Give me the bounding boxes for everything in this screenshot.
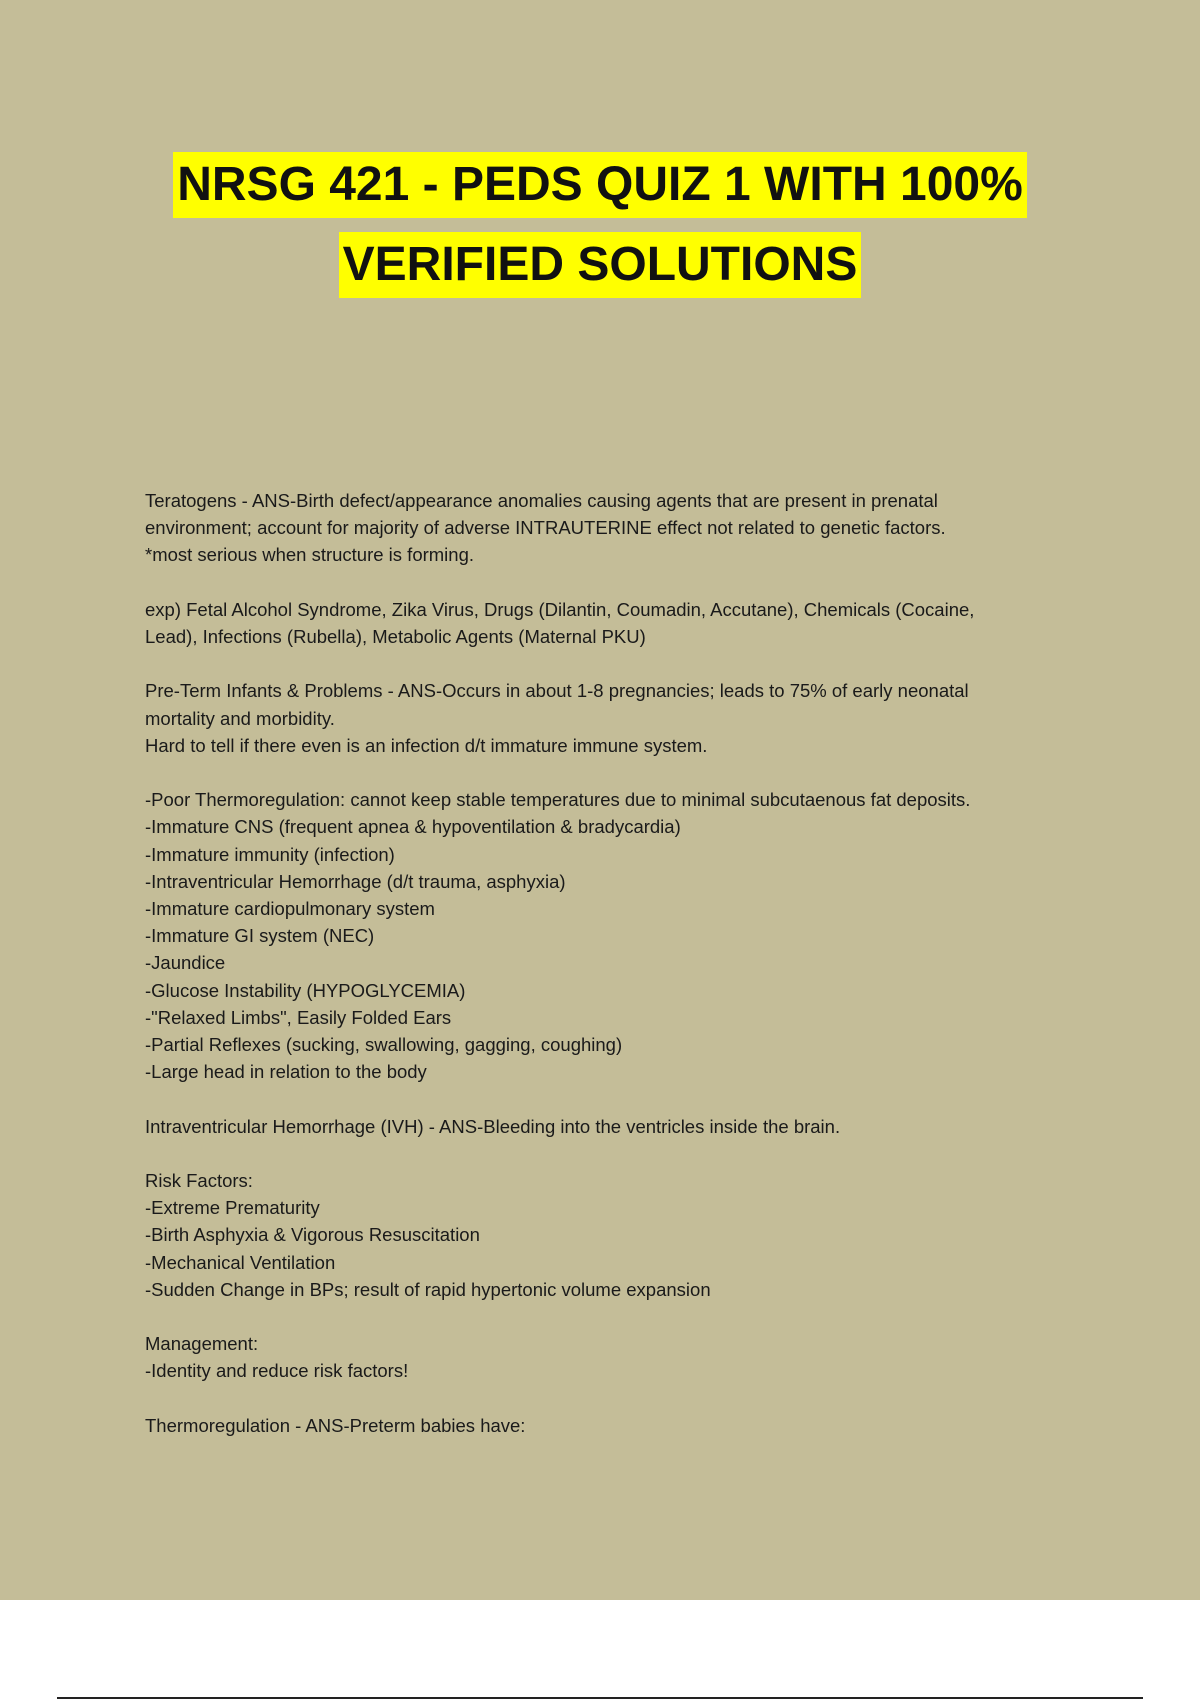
text-line: Teratogens - ANS-Birth defect/appearance anomalies causing agents that are present in prenatal <box>145 490 938 511</box>
document-body <box>145 487 1085 1466</box>
list-item: -Intraventricular Hemorrhage (d/t trauma, asphyxia) <box>145 870 566 892</box>
list-item: -Immature CNS (frequent apnea & hypoventilation & bradycardia) <box>145 816 681 838</box>
text-line: Intraventricular Hemorrhage (IVH) - ANS-Bleeding into the ventricles inside the brain. <box>145 1115 841 1137</box>
text-line: Thermoregulation - ANS-Preterm babies have: <box>145 1414 526 1436</box>
text-line: Risk Factors: <box>145 1170 253 1191</box>
paragraph-risk-factors <box>145 1167 1085 1303</box>
list-item: -Extreme Prematurity <box>145 1197 320 1219</box>
paragraph-thermoregulation <box>145 1412 1085 1439</box>
text-line: Pre-Term Infants & Problems - ANS-Occurs in about 1-8 pregnancies; leads to 75% of early neonatal <box>145 680 969 702</box>
paragraph-preterm-infants <box>145 677 1085 759</box>
list-item: -Immature immunity (infection) <box>145 843 395 865</box>
paragraph-ivh <box>145 1113 1085 1140</box>
title-line-1: NRSG 421 - PEDS QUIZ 1 WITH 100% <box>173 152 1027 218</box>
list-item: -Sudden Change in BPs; result of rapid hypertonic volume expansion <box>145 1278 711 1300</box>
list-item: -"Relaxed Limbs", Easily Folded Ears <box>145 1006 452 1028</box>
paragraph-management <box>145 1330 1085 1384</box>
text-line: mortality and morbidity. <box>145 707 335 729</box>
list-item: -Identity and reduce risk factors! <box>145 1360 409 1382</box>
list-item: -Immature GI system (NEC) <box>145 925 375 947</box>
text-line: Management: <box>145 1333 259 1355</box>
title-line-2: VERIFIED SOLUTIONS <box>339 232 862 298</box>
text-line: exp) Fetal Alcohol Syndrome, Zika Virus, Drugs (Dilantin, Coumadin, Accutane), Chemicals (Cocaine, <box>145 598 975 620</box>
document-title <box>0 145 1200 305</box>
paragraph-examples <box>145 596 1085 650</box>
text-line: Lead), Infections (Rubella), Metabolic Agents (Maternal PKU) <box>145 626 646 647</box>
list-item: -Glucose Instability (HYPOGLYCEMIA) <box>145 979 466 1001</box>
list-item: -Birth Asphyxia & Vigorous Resuscitation <box>145 1224 480 1246</box>
paragraph-teratogens <box>145 487 1085 569</box>
text-line: Hard to tell if there even is an infection d/t immature immune system. <box>145 734 708 756</box>
footer-divider <box>57 1697 1143 1699</box>
list-item: -Large head in relation to the body <box>145 1061 427 1083</box>
list-item: -Partial Reflexes (sucking, swallowing, gagging, coughing) <box>145 1034 623 1056</box>
list-item: -Poor Thermoregulation: cannot keep stable temperatures due to minimal subcutaenous fat deposits. <box>145 789 971 811</box>
list-item: -Mechanical Ventilation <box>145 1251 336 1273</box>
list-item: -Immature cardiopulmonary system <box>145 898 435 919</box>
list-item: -Jaundice <box>145 952 226 974</box>
text-line: environment; account for majority of adverse INTRAUTERINE effect not related to genetic factors. <box>145 517 946 539</box>
text-line: *most serious when structure is forming. <box>145 544 475 566</box>
paragraph-preterm-problems-list <box>145 786 1085 1085</box>
